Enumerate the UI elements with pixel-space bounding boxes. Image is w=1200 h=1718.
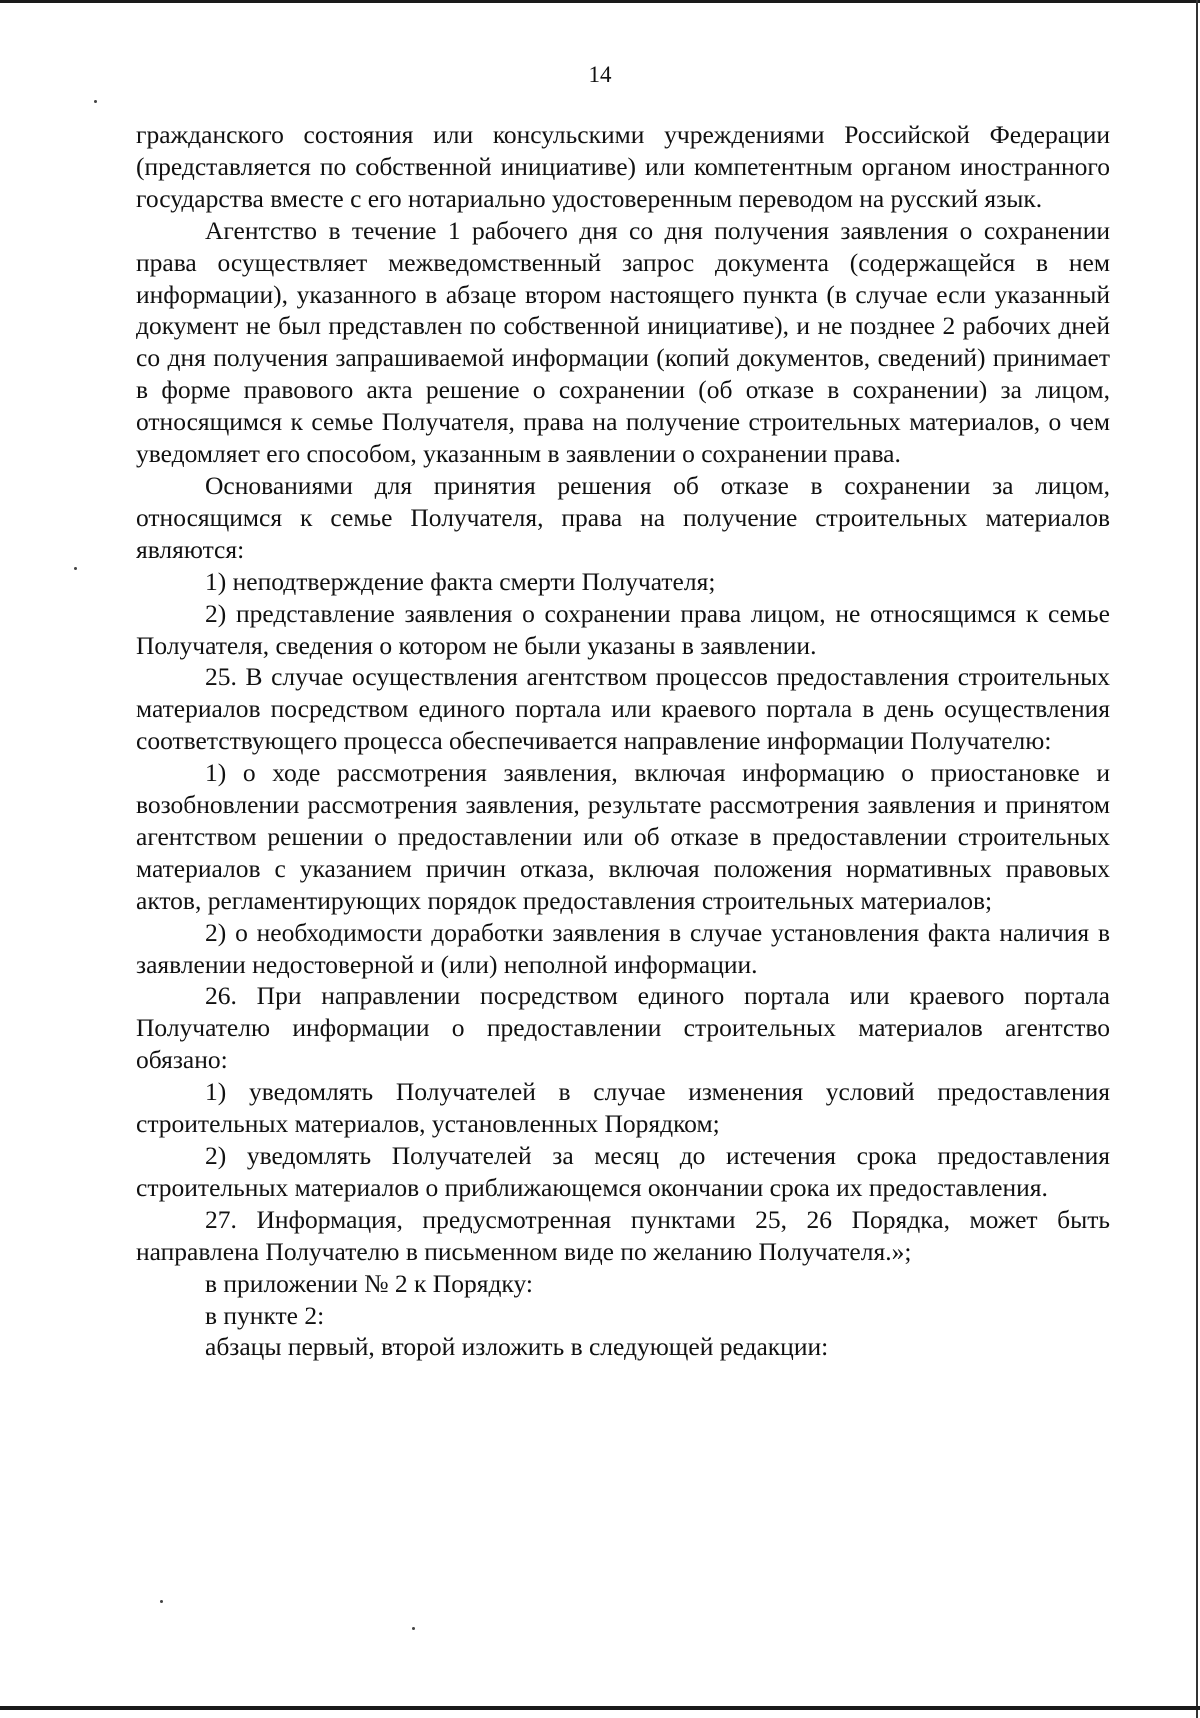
paragraph: 2) о необходимости доработки заявления в случае установления факта наличия в заявлении недостоверной и (или) неполной информации.: [136, 917, 1110, 979]
paragraph: в приложении № 2 к Порядку:: [205, 1268, 533, 1298]
paragraph: 26. При направлении посредством единого портала или краевого портала Получателю информации о предоставлении строительных материалов агентство обязано:: [136, 981, 1110, 1075]
scan-edge-bottom: [0, 1706, 1200, 1710]
paragraph: 1) о ходе рассмотрения заявления, включая информацию о приостановке и возобновлении рассмотрения заявления, результате рассмотрения заявления и принятом агентством решении о предоставлении или об отказе в предоставлении строительных материалов с указанием причин отказа, включая положения нормативных правовых актов, регламентирующих порядок предоставления строительных материалов;: [136, 758, 1110, 915]
page-number: 14: [588, 62, 612, 87]
scan-speck: [74, 567, 77, 570]
paragraph: гражданского состояния или консульскими учреждениями Российской Федерации (представляется по собственной инициативе) или компетентным органом иностранного государства вместе с его нотариально удостоверенным переводом на русский язык.: [136, 120, 1110, 213]
paragraph: Агентство в течение 1 рабочего дня со дня получения заявления о сохранении права осуществляет межведомственный запрос документа (содержащейся в нем информации), указанного в абзаце втором настоящего пункта (в случае если указанный документ не был представлен по собственной инициативе), и не позднее 2 рабочих дней со дня получения запрашиваемой информации (копий документов, сведений) принимает в форме правового акта решение о сохранении (об отказе в сохранении) за лицом, относящимся к семье Получателя, права на получение строительных материалов, о чем уведомляет его способом, указанным в заявлении о сохранении права.: [136, 215, 1110, 469]
paragraph: Основаниями для принятия решения об отказе в сохранении за лицом, относящимся к семье Получателя, права на получение строительных материалов являются:: [136, 470, 1110, 564]
paragraph: 1) уведомлять Получателей в случае изменения условий предоставления строительных материалов, установленных Порядком;: [136, 1077, 1110, 1139]
paragraph: 2) уведомлять Получателей за месяц до истечения срока предоставления строительных материалов о приближающемся окончании срока их предоставления.: [136, 1141, 1110, 1202]
paragraph: абзацы первый, второй изложить в следующей редакции:: [205, 1332, 829, 1362]
scan-speck: [94, 100, 97, 103]
paragraph: 27. Информация, предусмотренная пунктами 25, 26 Порядка, может быть направлена Получателю в письменном виде по желанию Получателя.»;: [136, 1204, 1110, 1266]
document-body: [136, 119, 1110, 1363]
scan-speck: [412, 1627, 415, 1630]
scan-edge-right: [1196, 0, 1198, 1718]
scan-edge-top: [0, 0, 1200, 3]
paragraph: 2) представление заявления о сохранении права лицом, не относящимся к семье Получателя, сведения о котором не были указаны в заявлении.: [136, 598, 1110, 660]
paragraph: 1) неподтверждение факта смерти Получателя;: [205, 566, 716, 596]
paragraph: в пункте 2:: [205, 1300, 325, 1330]
scan-speck: [160, 1600, 163, 1603]
paragraph: 25. В случае осуществления агентством процессов предоставления строительных материалов посредством единого портала или краевого портала в день осуществления соответствующего процесса обеспечивается направление информации Получателю:: [136, 662, 1110, 756]
